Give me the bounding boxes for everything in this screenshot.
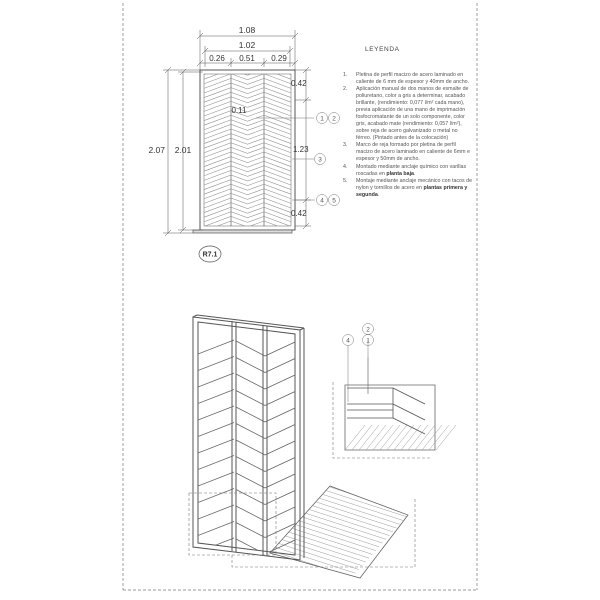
dim-bottom-offset: 0.42 [291, 209, 307, 218]
dim-bar-spacing: 0.11 [231, 106, 247, 115]
detail-callout-1: 1 [366, 337, 370, 345]
callout-4: 4 [320, 197, 324, 205]
legend-item-text: Marco de reja formado por pletina de perfil macizo de acero laminado en caliente de 6mm e espesor y 50mm de ancho. [356, 142, 470, 163]
legend-item [343, 164, 473, 178]
axonometric-view [189, 315, 430, 578]
legend-item [343, 86, 473, 142]
callout-3: 3 [318, 156, 322, 164]
legend-item [343, 178, 473, 199]
legend-item-number: 5. [343, 178, 348, 185]
legend-item-text: Aplicación manual de dos manos de esmalte de poliuretano, color a gris a determinar, acabado brillante, (rendimiento: 0,077 l/m² cada mano), previa aplicación de una mano de imprimación fosfocromatante de un solo componente, color gris, acabado mate (rendimiento: 0,057 l/m²), sobre reja de acero galvanizado o metal no férreo. (Pintado antes de la colocación) [356, 86, 469, 141]
elevation-view [148, 25, 339, 262]
legend-item [343, 72, 473, 86]
callout-2: 2 [332, 115, 336, 123]
base-plate [193, 230, 292, 233]
legend-item-text: Montado mediante anclaje químico con varillas roscadas en planta baja. [356, 163, 467, 177]
dim-center-panel: 0.51 [239, 54, 255, 63]
axon-grate-frame [193, 315, 304, 560]
dim-inner-width: 1.02 [238, 40, 256, 50]
legend-item [343, 142, 473, 163]
detail-hatch [345, 425, 456, 450]
legend-title: LEYENDA [365, 46, 400, 53]
dim-mid-height: 1.23 [293, 145, 309, 154]
legend-item-number: 3. [343, 142, 348, 149]
legend-item-number: 2. [343, 86, 348, 93]
dim-inner-height: 2.01 [174, 145, 192, 155]
detail-callout-2: 2 [366, 326, 370, 334]
ground-hatch [272, 487, 410, 577]
reference-tag [199, 246, 221, 262]
legend-item-text: Pletina de perfil macizo de acero laminado en caliente de 6 mm de espesor y 40mm de ancho. [356, 71, 470, 85]
legend-item-number: 1. [343, 71, 348, 78]
legend-list [343, 72, 473, 200]
legend-item-text: Montaje mediante anclaje mecánico con tacos de nylon y tornillos de acero en plantas primera y segunda. [356, 178, 473, 199]
detail-callout-4: 4 [346, 337, 350, 345]
callout-1: 1 [320, 115, 324, 123]
axon-chevron-bars [198, 340, 295, 554]
dim-overall-width: 1.08 [238, 25, 256, 35]
legend-item-number: 4. [343, 163, 348, 170]
chevron-bars [204, 60, 291, 245]
dim-top-offset: 0.42 [291, 79, 307, 88]
svg-text:R7.1: R7.1 [202, 251, 218, 259]
dim-left-panel: 0.26 [209, 54, 225, 63]
legend [343, 46, 473, 200]
dim-outer-height: 2.07 [148, 145, 165, 155]
detail-view [343, 324, 457, 451]
dim-right-panel: 0.29 [271, 54, 287, 63]
callout-5: 5 [332, 197, 336, 205]
